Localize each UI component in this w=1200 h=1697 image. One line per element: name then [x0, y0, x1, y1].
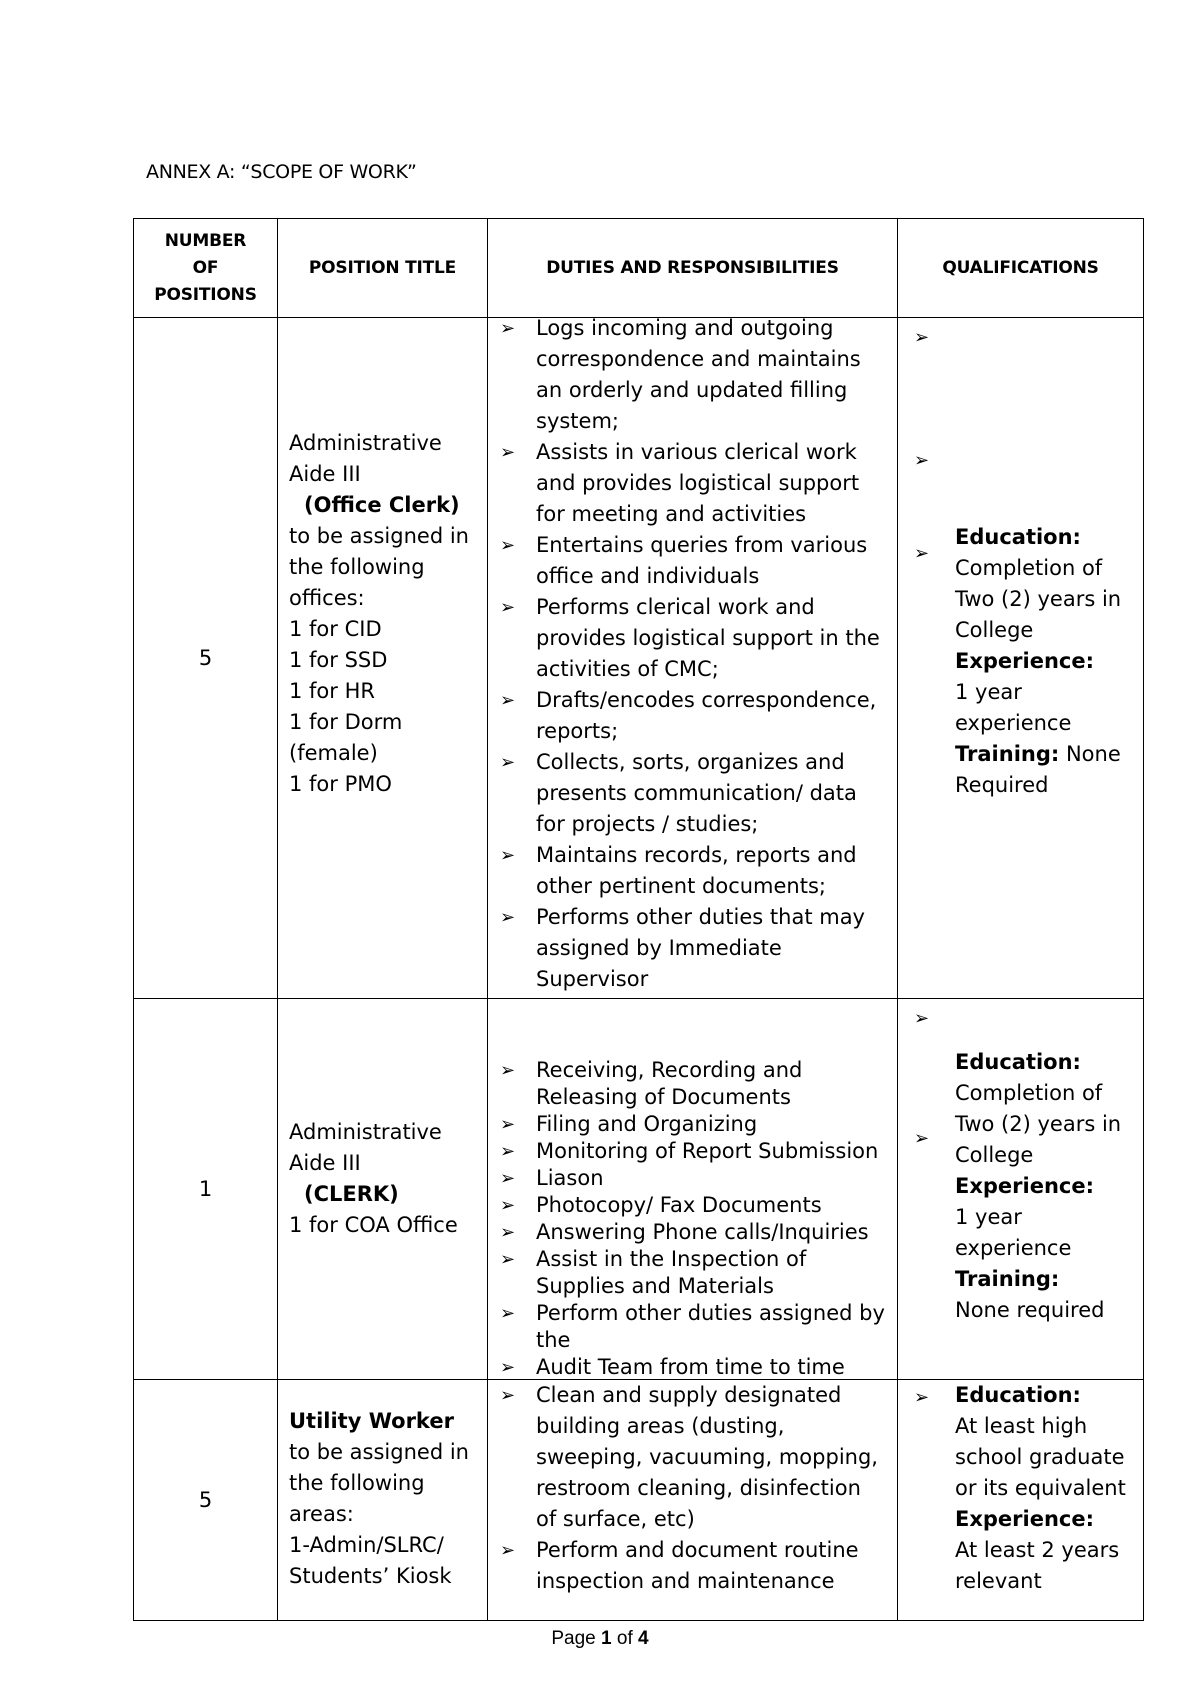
duty-item: ➢ Audit Team from time to time	[500, 1355, 845, 1379]
position-line: Administrative	[289, 1120, 442, 1144]
footer-total-pages: 4	[638, 1628, 649, 1649]
qualifications-cell	[898, 999, 1144, 1380]
duties-cell	[488, 999, 898, 1380]
arrow-bullet-icon: ➢	[914, 1008, 930, 1029]
education-label: Education:	[955, 1383, 1081, 1407]
position-line: Aide III	[289, 1151, 361, 1175]
position-line: the following	[289, 1471, 425, 1495]
experience-text: experience	[955, 1236, 1072, 1260]
header-number-line-3: POSITIONS	[154, 284, 257, 305]
duty-item: ➢ Performs clerical work and provides logistical support in the activities of CMC;	[536, 592, 883, 685]
duties-cell	[488, 318, 898, 999]
experience-text: experience	[955, 711, 1072, 735]
duty-item: ➢ Receiving, Recording and Releasing of Documents	[500, 1058, 803, 1109]
arrow-bullet-icon: ➢	[914, 450, 930, 471]
education-text: Completion of	[955, 556, 1103, 580]
education-text: At least high	[955, 1414, 1088, 1438]
table-row	[134, 1380, 1144, 1621]
position-title-cell	[278, 1380, 488, 1621]
arrow-bullet-icon: ➢	[500, 597, 516, 618]
annex-title: ANNEX A: “SCOPE OF WORK”	[146, 161, 417, 183]
position-line: 1 for HR	[289, 679, 375, 703]
table-row	[134, 318, 1144, 999]
experience-label: Experience:	[955, 1174, 1095, 1198]
position-line: Students’ Kiosk	[289, 1564, 452, 1588]
position-line: to be assigned in	[289, 524, 469, 548]
education-label: Education:	[955, 525, 1081, 549]
arrow-bullet-icon: ➢	[500, 535, 516, 556]
duty-item: ➢ Collects, sorts, organizes and presents communication/ data for projects / studies;	[536, 747, 883, 840]
footer-of-word: of	[616, 1628, 633, 1649]
arrow-bullet-icon: ➢	[914, 1128, 930, 1149]
duty-item: ➢ Assist in the Inspection of Supplies and Materials	[500, 1247, 807, 1298]
arrow-bullet-icon: ➢	[914, 543, 930, 564]
arrow-bullet-icon: ➢	[500, 690, 516, 711]
position-line: 1 for COA Office	[289, 1213, 458, 1237]
position-line: areas:	[289, 1502, 354, 1526]
education-text: College	[955, 1143, 1034, 1167]
experience-label: Experience:	[955, 1507, 1095, 1531]
experience-text: 1 year	[955, 680, 1022, 704]
header-position-title: POSITION TITLE	[278, 219, 488, 318]
education-text: school graduate	[955, 1445, 1125, 1469]
position-line: Aide III	[289, 462, 361, 486]
position-title-cell	[278, 999, 488, 1380]
education-text: or its equivalent	[955, 1476, 1126, 1500]
position-line: 1-Admin/SLRC/	[289, 1533, 444, 1557]
position-line: to be assigned in	[289, 1440, 469, 1464]
position-line: 1 for Dorm	[289, 710, 403, 734]
table-header-row	[134, 219, 1144, 318]
arrow-bullet-icon: ➢	[500, 1168, 516, 1189]
education-text: Two (2) years in	[955, 587, 1122, 611]
position-role: Utility Worker	[289, 1409, 454, 1433]
duty-item: ➢ Answering Phone calls/Inquiries	[500, 1220, 869, 1244]
duty-item: ➢ Maintains records, reports and other pertinent documents;	[536, 840, 883, 902]
duty-item: ➢ Liason	[500, 1166, 604, 1190]
position-line: 1 for CID	[289, 617, 382, 641]
arrow-bullet-icon: ➢	[500, 442, 516, 463]
duty-item: ➢ Clean and supply designated building areas (dusting, sweeping, vacuuming, mopping, restroom cleaning, disinfection of surface, etc)	[536, 1380, 883, 1535]
position-role: (CLERK)	[304, 1182, 399, 1206]
arrow-bullet-icon: ➢	[500, 845, 516, 866]
position-line: the following	[289, 555, 425, 579]
experience-label: Experience:	[955, 649, 1095, 673]
arrow-bullet-icon: ➢	[500, 1195, 516, 1216]
duty-item: ➢ Monitoring of Report Submission	[500, 1139, 879, 1163]
experience-text: 1 year	[955, 1205, 1022, 1229]
duty-item: ➢ Logs incoming and outgoing correspondence and maintains an orderly and updated filling system;	[536, 313, 883, 437]
arrow-bullet-icon: ➢	[500, 1249, 516, 1270]
duty-item: ➢ Entertains queries from various office and individuals	[536, 530, 883, 592]
position-title-cell	[278, 318, 488, 999]
education-label: Education:	[955, 1050, 1081, 1074]
header-number-line-1: NUMBER	[164, 230, 247, 251]
arrow-bullet-icon: ➢	[500, 907, 516, 928]
duty-item: ➢ Photocopy/ Fax Documents	[500, 1193, 822, 1217]
arrow-bullet-icon: ➢	[500, 1540, 516, 1561]
position-line: 1 for PMO	[289, 772, 392, 796]
duty-item: ➢ Performs other duties that may assigned by Immediate Supervisor	[536, 902, 883, 995]
duty-item: ➢ Perform other duties assigned by the	[500, 1301, 885, 1352]
education-text: Two (2) years in	[955, 1112, 1122, 1136]
duty-item: ➢ Drafts/encodes correspondence, reports;	[536, 685, 883, 747]
experience-text: relevant	[955, 1569, 1042, 1593]
education-text: College	[955, 618, 1034, 642]
arrow-bullet-icon: ➢	[500, 1060, 516, 1081]
arrow-bullet-icon: ➢	[500, 1303, 516, 1324]
arrow-bullet-icon: ➢	[500, 1114, 516, 1135]
footer-page-word: Page	[551, 1628, 596, 1649]
training-label: Training:	[955, 742, 1060, 766]
arrow-bullet-icon: ➢	[500, 1357, 516, 1378]
number-of-positions: 1	[134, 999, 278, 1380]
training-text: Required	[955, 773, 1049, 797]
position-line: offices:	[289, 586, 365, 610]
training-text: None	[1059, 742, 1121, 766]
duty-item: ➢ Perform and document routine inspection and maintenance	[536, 1535, 883, 1597]
position-line: (female)	[289, 741, 378, 765]
arrow-bullet-icon: ➢	[500, 1222, 516, 1243]
footer-current-page: 1	[601, 1628, 612, 1649]
position-role: (Office Clerk)	[304, 493, 460, 517]
page-footer	[0, 1628, 1200, 1650]
header-number-of-positions	[134, 219, 278, 318]
qualifications-cell	[898, 318, 1144, 999]
arrow-bullet-icon: ➢	[500, 318, 516, 339]
arrow-bullet-icon: ➢	[914, 1387, 930, 1408]
qualifications-cell	[898, 1380, 1144, 1621]
experience-text: At least 2 years	[955, 1538, 1120, 1562]
duty-item: ➢ Assists in various clerical work and provides logistical support for meeting and activities	[536, 437, 883, 530]
scope-of-work-table	[133, 218, 1144, 1621]
number-of-positions: 5	[134, 1380, 278, 1621]
position-line: Administrative	[289, 431, 442, 455]
header-number-line-2: OF	[192, 257, 219, 278]
table-row	[134, 999, 1144, 1380]
training-label: Training:	[955, 1267, 1060, 1291]
arrow-bullet-icon: ➢	[500, 1385, 516, 1406]
arrow-bullet-icon: ➢	[500, 1141, 516, 1162]
training-text: None required	[955, 1298, 1105, 1322]
duties-cell	[488, 1380, 898, 1621]
arrow-bullet-icon: ➢	[914, 327, 930, 348]
header-duties: DUTIES AND RESPONSIBILITIES	[488, 219, 898, 318]
duty-item: ➢ Filing and Organizing	[500, 1112, 758, 1136]
arrow-bullet-icon: ➢	[500, 752, 516, 773]
position-line: 1 for SSD	[289, 648, 388, 672]
number-of-positions: 5	[134, 318, 278, 999]
header-qualifications: QUALIFICATIONS	[898, 219, 1144, 318]
education-text: Completion of	[955, 1081, 1103, 1105]
